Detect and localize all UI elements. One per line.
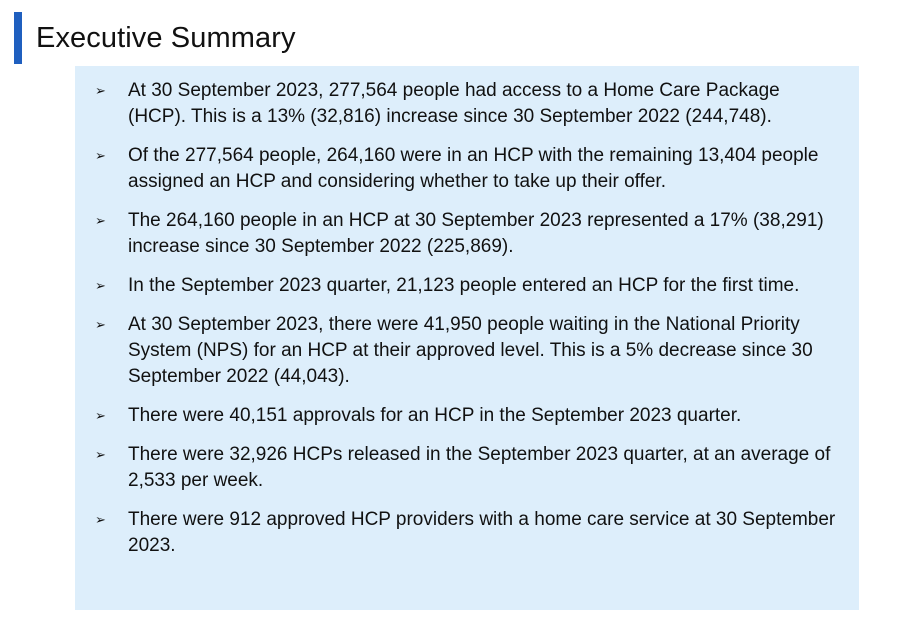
summary-bullet-item	[95, 143, 839, 195]
section-heading	[14, 12, 296, 64]
summary-bullet-text: At 30 September 2023, 277,564 people had access to a Home Care Package (HCP). This is a 13% (32,816) increase since 30 September 2022 (244,748).	[128, 80, 780, 127]
summary-bullet-item	[95, 78, 839, 130]
arrow-bullet-icon: ➢	[95, 148, 106, 163]
summary-bullet-text: In the September 2023 quarter, 21,123 people entered an HCP for the first time.	[128, 275, 800, 296]
summary-bullet-list	[95, 78, 839, 559]
arrow-bullet-icon: ➢	[95, 317, 106, 332]
arrow-bullet-icon: ➢	[95, 278, 106, 293]
heading-accent-bar	[14, 12, 22, 64]
summary-bullet-text: There were 40,151 approvals for an HCP in the September 2023 quarter.	[128, 405, 742, 426]
summary-bullet-item	[95, 442, 839, 494]
arrow-bullet-icon: ➢	[95, 447, 106, 462]
summary-bullet-text: There were 912 approved HCP providers with a home care service at 30 September 2023.	[128, 509, 836, 556]
summary-bullet-text: At 30 September 2023, there were 41,950 people waiting in the National Priority System (NPS) for an HCP at their approved level. This is a 5% decrease since 30 September 2022 (44,043).	[128, 314, 813, 387]
arrow-bullet-icon: ➢	[95, 512, 106, 527]
summary-box	[75, 66, 859, 610]
summary-bullet-text: Of the 277,564 people, 264,160 were in an HCP with the remaining 13,404 people assigned an HCP and considering whether to take up their offer.	[128, 145, 819, 192]
summary-bullet-item	[95, 403, 839, 429]
summary-bullet-text: The 264,160 people in an HCP at 30 September 2023 represented a 17% (38,291) increase since 30 September 2022 (225,869).	[128, 210, 824, 257]
page-title: Executive Summary	[36, 21, 296, 54]
summary-bullet-item	[95, 312, 839, 390]
summary-bullet-item	[95, 208, 839, 260]
summary-bullet-text: There were 32,926 HCPs released in the September 2023 quarter, at an average of 2,533 per week.	[128, 444, 831, 491]
arrow-bullet-icon: ➢	[95, 408, 106, 423]
summary-bullet-item	[95, 507, 839, 559]
summary-bullet-item	[95, 273, 839, 299]
arrow-bullet-icon: ➢	[95, 213, 106, 228]
arrow-bullet-icon: ➢	[95, 83, 106, 98]
